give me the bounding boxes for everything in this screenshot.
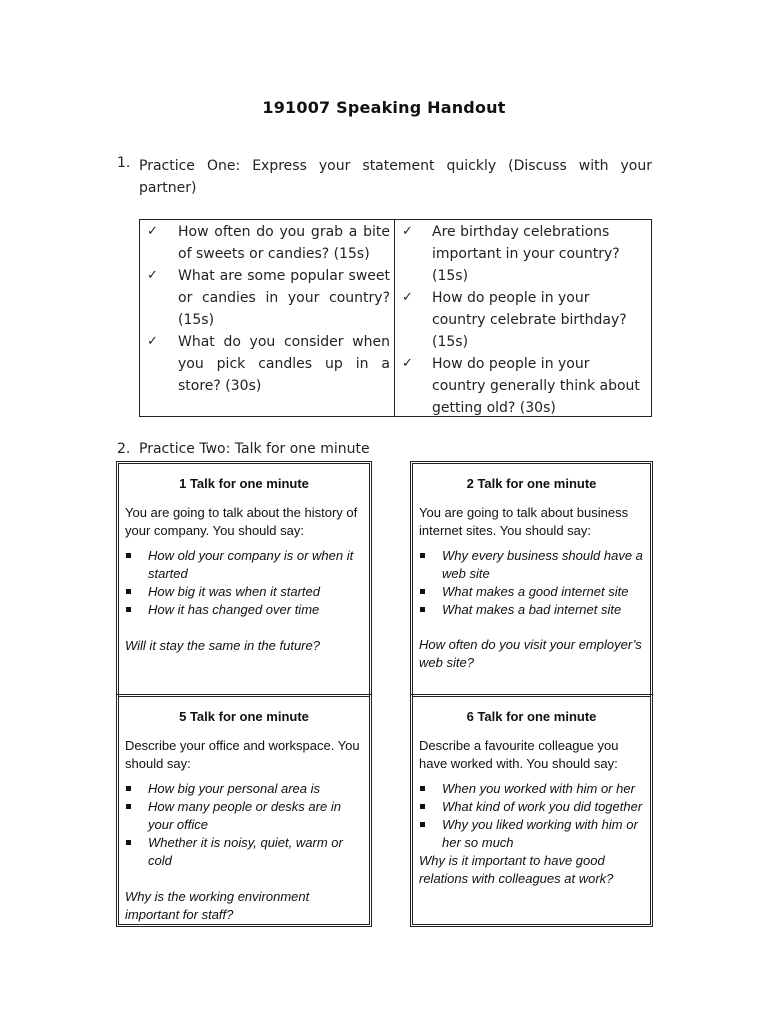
card-title: 2 Talk for one minute	[466, 476, 597, 491]
bullet-text: Why you liked working with him or her so much	[442, 817, 638, 850]
card-title: 6 Talk for one minute	[466, 709, 597, 724]
bullet-text: How old your company is or when it started	[148, 548, 354, 581]
question-list-left	[147, 221, 390, 397]
question-text: How do people in your country celebrate birthday? (15s)	[432, 290, 627, 350]
bullet-item	[419, 583, 644, 601]
card-bullet-list	[125, 547, 363, 619]
question-item	[402, 221, 646, 287]
card-question: Why is it important to have good relations with colleagues at work?	[419, 853, 614, 886]
square-bullet-icon	[126, 840, 131, 845]
square-bullet-icon	[420, 553, 425, 558]
bullet-text: How big your personal area is	[148, 781, 320, 796]
practice-one-heading: Practice One: Express your statement quickly (Discuss with your partner)	[139, 158, 652, 196]
question-item	[402, 353, 646, 419]
square-bullet-icon	[420, 822, 425, 827]
practice-two-number: 2.	[117, 441, 131, 457]
bullet-text: How many people or desks are in your office	[148, 799, 341, 832]
card-title: 1 Talk for one minute	[179, 476, 309, 491]
card-title: 5 Talk for one minute	[179, 709, 309, 724]
square-bullet-icon	[420, 607, 425, 612]
square-bullet-icon	[126, 553, 131, 558]
square-bullet-icon	[420, 589, 425, 594]
card-bullet-list	[419, 780, 644, 852]
practice-one-number: 1.	[117, 155, 131, 171]
checkmark-icon: ✓	[402, 356, 413, 371]
question-item	[402, 287, 646, 353]
question-text: What are some popular sweet or candies in your country? (15s)	[178, 268, 390, 328]
bullet-text: How big it was when it started	[148, 584, 320, 599]
question-item	[147, 221, 390, 265]
card-bullet-list	[125, 780, 363, 870]
bullet-text: How it has changed over time	[148, 602, 320, 617]
question-text: Are birthday celebrations important in your country? (15s)	[432, 224, 620, 284]
page-title: 191007 Speaking Handout	[262, 98, 506, 117]
bullet-item	[419, 780, 644, 798]
bullet-item	[419, 798, 644, 816]
square-bullet-icon	[420, 786, 425, 791]
card-intro: Describe a favourite colleague you have worked with. You should say:	[419, 738, 619, 771]
bullet-text: What makes a bad internet site	[442, 602, 622, 617]
question-item	[147, 265, 390, 331]
bullet-item	[125, 780, 363, 798]
practice-one-question-table	[139, 219, 652, 417]
checkmark-icon: ✓	[147, 268, 158, 283]
checkmark-icon: ✓	[147, 224, 158, 239]
bullet-text: Why every business should have a web site	[442, 548, 643, 581]
talk-card-2	[410, 461, 653, 695]
card-bullet-list	[419, 547, 644, 619]
square-bullet-icon	[420, 804, 425, 809]
talk-card-6	[410, 694, 653, 927]
square-bullet-icon	[126, 804, 131, 809]
bullet-item	[125, 601, 363, 619]
bullet-item	[419, 816, 644, 852]
talk-card-5	[116, 694, 372, 927]
card-question: How often do you visit your employer’s web site?	[419, 637, 642, 670]
card-intro: You are going to talk about business internet sites. You should say:	[419, 505, 629, 538]
bullet-text: Whether it is noisy, quiet, warm or cold	[148, 835, 343, 868]
square-bullet-icon	[126, 786, 131, 791]
bullet-item	[419, 547, 644, 583]
checkmark-icon: ✓	[402, 224, 413, 239]
bullet-text: What kind of work you did together	[442, 799, 643, 814]
question-column-left	[140, 220, 395, 416]
bullet-item	[419, 601, 644, 619]
checkmark-icon: ✓	[147, 334, 158, 349]
bullet-text: When you worked with him or her	[442, 781, 635, 796]
question-text: How often do you grab a bite of sweets or candies? (15s)	[178, 224, 390, 262]
practice-two-heading: Practice Two: Talk for one minute	[139, 441, 370, 457]
bullet-item	[125, 547, 363, 583]
question-text: How do people in your country generally think about getting old? (30s)	[432, 356, 640, 416]
question-item	[147, 331, 390, 397]
checkmark-icon: ✓	[402, 290, 413, 305]
card-intro: Describe your office and workspace. You should say:	[125, 738, 360, 771]
card-question: Will it stay the same in the future?	[125, 638, 320, 653]
square-bullet-icon	[126, 607, 131, 612]
square-bullet-icon	[126, 589, 131, 594]
question-text: What do you consider when you pick candles up in a store? (30s)	[178, 334, 390, 394]
question-column-right	[395, 220, 651, 416]
talk-card-1	[116, 461, 372, 695]
card-question: Why is the working environment important for staff?	[125, 889, 310, 922]
bullet-item	[125, 798, 363, 834]
bullet-text: What makes a good internet site	[442, 584, 629, 599]
card-intro: You are going to talk about the history of your company. You should say:	[125, 505, 358, 538]
question-list-right	[402, 221, 646, 419]
bullet-item	[125, 834, 363, 870]
bullet-item	[125, 583, 363, 601]
